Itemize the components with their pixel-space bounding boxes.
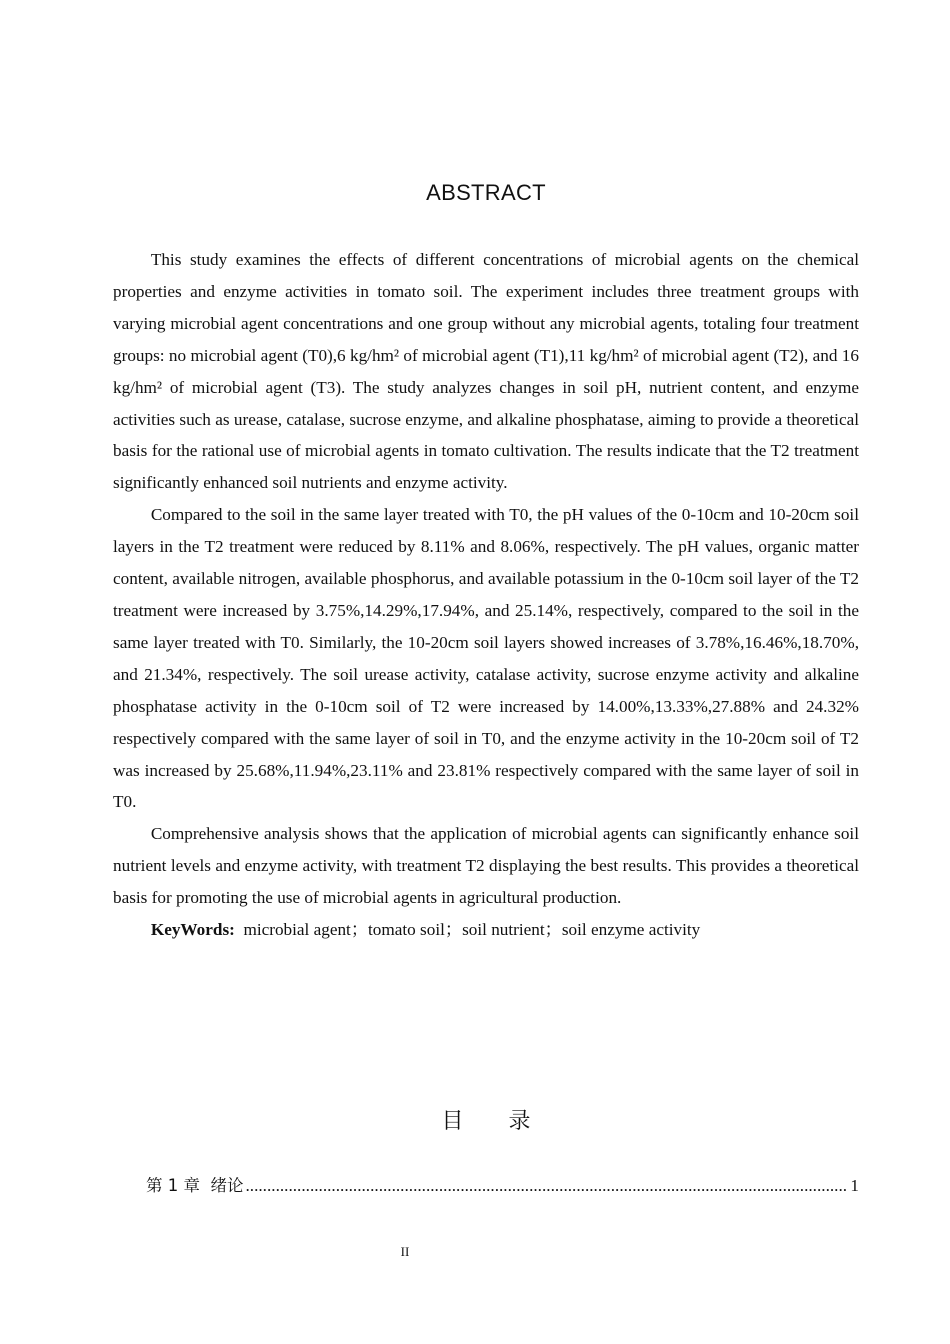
abstract-paragraph-1: This study examines the effects of different concentrations of microbial agents on the chemical properties and enzyme activities in tomato soil. The experiment includes three treatment groups with varying microbial agent concentrations and one group without any microbial agents, totaling four treatment groups: no microbial agent (T0),6 kg/hm² of microbial agent (T1),11 kg/hm² of microbial agent (T2), and 16 kg/hm² of microbial agent (T3). The study analyzes changes in soil pH, nutrient content, and enzyme activities such as urease, catalase, sucrose enzyme, and alkaline phosphatase, aiming to provide a theoretical basis for the rational use of microbial agents in tomato cultivation. The results indicate that the T2 treatment significantly enhanced soil nutrients and enzyme activity. (113, 250, 859, 493)
keywords-line (113, 914, 859, 946)
toc-dot-leader (245, 1176, 848, 1196)
toc-entry-page: 1 (850, 1176, 859, 1195)
abstract-body (113, 244, 859, 946)
abstract-title: ABSTRACT (426, 180, 546, 205)
toc-entry-label: 第 1 章 绪论 (146, 1176, 244, 1195)
keywords-text: microbial agent；tomato soil；soil nutrient；soil enzyme activity (243, 920, 701, 940)
toc-entry-chapter-1[interactable] (146, 1172, 859, 1196)
abstract-paragraph-3: Comprehensive analysis shows that the application of microbial agents can significantly enhance soil nutrient levels and enzyme activity, with treatment T2 displaying the best results. This provides a theoretical basis for promoting the use of microbial agents in agricultural production. (113, 824, 859, 908)
toc-title: 目 录 (441, 1109, 531, 1134)
page-number: II (400, 1244, 410, 1259)
keywords-label: KeyWords: (150, 920, 235, 940)
abstract-paragraph-2: Compared to the soil in the same layer treated with T0, the pH values of the 0-10cm and 10-20cm soil layers in the T2 treatment were reduced by 8.11% and 8.06%, respectively. The pH values, organic matter content, available nitrogen, available phosphorus, and available potassium in the 0-10cm soil layer of the T2 treatment were increased by 3.75%,14.29%,17.94%, and 25.14%, respectively, compared to the soil in the same layer treated with T0. Similarly, the 10-20cm soil layers showed increases of 3.78%,16.46%,18.70%, and 21.34%, respectively. The soil urease activity, catalase activity, sucrose enzyme activity and alkaline phosphatase activity in the 0-10cm soil of T2 were increased by 14.00%,13.33%,27.88% and 24.32% respectively compared with the same layer of soil in T0, and the enzyme activity in the 10-20cm soil of T2 was increased by 25.68%,11.94%,23.11% and 23.81% respectively compared with the same layer of soil in T0. (113, 505, 859, 812)
